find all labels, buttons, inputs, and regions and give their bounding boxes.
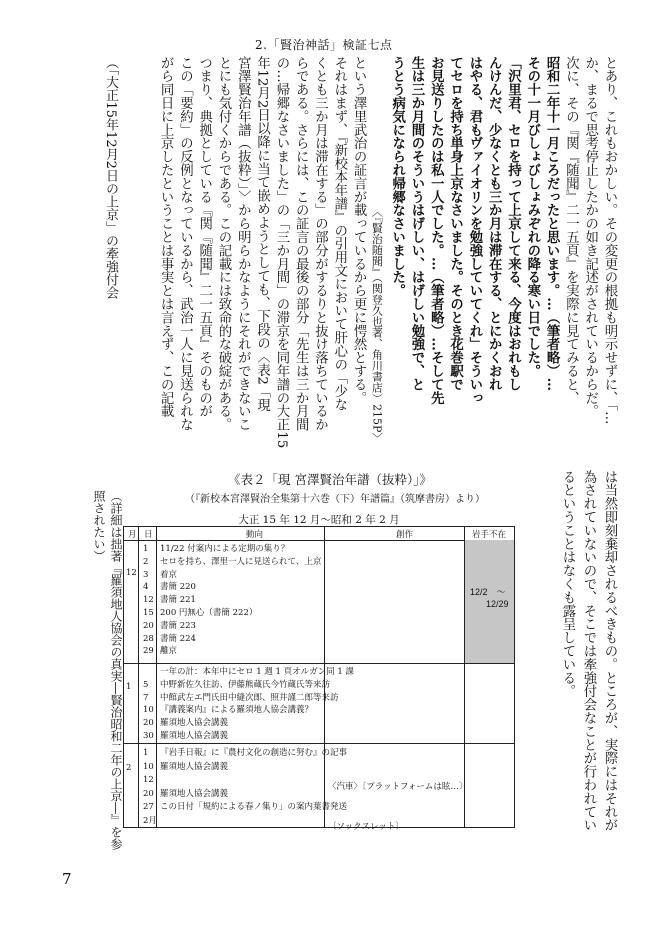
day-cell: 10 xyxy=(143,705,154,716)
header-day: 日 xyxy=(144,530,153,540)
activity-cell: 羅須地人協会講義 xyxy=(160,788,229,799)
header-creation: 創作 xyxy=(396,530,414,540)
page-header: 2.「賢治神話」検証七点 xyxy=(255,38,393,52)
day-cell: 7 xyxy=(143,692,149,703)
body-column: 次に、その『関『随聞』二一五頁』を実際に見てみると、 xyxy=(563,56,579,405)
day-cell: 12 xyxy=(143,595,154,606)
body-column: 生は三か月間のそういうはげしい、はげしい勉強で、と xyxy=(409,56,425,391)
activity-cell: 羅須地人協会講義 xyxy=(160,761,229,772)
body-column: うとう病気になられ帰郷なさいました。 xyxy=(389,56,406,298)
day-cell: 5 xyxy=(143,679,149,690)
header-month: 月 xyxy=(128,530,137,540)
lower-column: は当然即刻棄却されるべきもの。ところが、実際にはそれが xyxy=(602,470,617,832)
day-cell: 10 xyxy=(143,761,154,772)
day-cell: 15 xyxy=(143,608,154,618)
body-column: はやる、君もヴァイオリンを勉強していてくれ」そういっ xyxy=(466,56,483,405)
lower-column: 為されていないので、そこでは牽強付会なことが行われてい xyxy=(581,470,596,832)
table-range: 大正 15 年 12 月〜昭和 2 年 2 月 xyxy=(238,514,400,526)
activity-cell: 『岩手日報』に『農村文化の創造に努む』の記事 xyxy=(160,748,348,758)
day-cell: 1 xyxy=(143,748,149,758)
day-cell: 20 xyxy=(143,788,154,799)
day-cell: 29 xyxy=(143,646,154,657)
activity-cell: 200 円無心（書簡 222） xyxy=(160,608,258,618)
body-column: お見送りしたのは私一人でした。…（筆者略）…そして先 xyxy=(428,56,445,405)
activity-cell: 書簡 224 xyxy=(160,633,196,644)
activity-cell: 一年の計：本年中にセロ 1 週 1 頁オルガン同 1 課 xyxy=(160,667,354,677)
body-column: くとも三か月は滞在する」の部分がするりと抜け落ちているか xyxy=(312,56,328,432)
activity-cell: 羅須地人協会講義 xyxy=(160,718,229,729)
activity-cell: 書簡 220 xyxy=(160,582,196,593)
body-column: んけんだ、少なくとも三か月は滞在する、とにかくおれ xyxy=(486,56,503,391)
day-cell: 4 xyxy=(143,582,149,593)
creation-cell: 〈汽車〉〔プラットフォームは眩…〕 xyxy=(328,782,468,792)
day-cell: 2 xyxy=(143,556,149,567)
header-absence: 岩手不在 xyxy=(472,530,507,540)
day-cell: 28 xyxy=(143,633,154,644)
activity-cell: 離京 xyxy=(160,646,178,657)
body-column: 「沢里君、セロを持って上京して来る、今度はおれもし xyxy=(505,56,522,391)
table-subtitle: （『新校本宮澤賢治全集第十六巻（下）年譜篇』（筑摩書房）より） xyxy=(185,494,485,505)
table-header-row xyxy=(124,527,514,541)
absence-span-end: 12/29 xyxy=(486,599,509,609)
page-number: 7 xyxy=(62,870,72,888)
body-column: がら同日に上京したということは事実とは言えず、この記載 xyxy=(158,56,174,418)
body-column: 宮澤賢治年譜（抜粋）」〉から明らかなようにそれができないこ xyxy=(235,56,251,432)
lower-column: るということはなくも露呈している。 xyxy=(560,470,575,698)
body-column: それはまず、『新校本年譜』の引用文において肝心の「少な xyxy=(331,56,347,412)
body-column: らである。さらには、この証言の最後の部分「先生は三か月間 xyxy=(293,56,309,432)
body-column: つまり、典拠としている『関『随聞』二一五頁』そのものが xyxy=(196,56,212,418)
day-cell: 20 xyxy=(143,620,154,631)
chronology-table xyxy=(123,526,515,832)
body-column: とにも気付くからである。この記載には致命的な破綻がある。 xyxy=(216,56,231,432)
body-column: という澤里武治の証言が載っているから更に愕然とする。 xyxy=(351,56,367,405)
activity-cell: 中館武左エ門氏田中縫次郎、照井謹二郎等来訪 xyxy=(160,692,339,703)
body-column: 年12月2日以降に当て嵌めようとしても、下段の〈表2「現 xyxy=(254,56,270,412)
day-cell: 3 xyxy=(143,569,149,580)
body-column: その十一月びしょびしょみぞれの降る寒い日でした。 xyxy=(524,56,541,378)
activity-cell: 中野新佐久往訪、伊藤熊蔵氏今竹蔵氏等来訪 xyxy=(160,679,331,690)
month-cell: 2 xyxy=(126,763,132,773)
activity-cell: 着京 xyxy=(160,569,178,580)
table-title: 《表２「現 宮澤賢治年譜（抜粋）」》 xyxy=(228,472,432,487)
day-cell: 30 xyxy=(143,731,154,741)
month-cell: 12 xyxy=(126,568,137,578)
creation-cell: 〔ソックスレット〕 xyxy=(328,822,404,832)
body-column: てセロを持ち単身上京なさいました。そのとき花巻駅で xyxy=(447,56,464,391)
month-cell: 1 xyxy=(126,682,132,692)
activity-cell: 11/22 付案内による定期の集り？ xyxy=(160,544,290,554)
absence-span-start: 12/2 〜 xyxy=(470,587,506,597)
side-caption: （「大正15年12月2日の上京」の牽強付会 xyxy=(103,56,118,299)
day-cell: 20 xyxy=(143,718,154,729)
body-column: 〈『賢治随聞』（関登久也著、角川書店）215P〉 xyxy=(370,206,384,444)
day-cell: 1 xyxy=(143,544,149,554)
body-column: の…帰郷なさいました」の「三か月間」の滞京を同年譜の大正15 xyxy=(273,56,289,449)
activity-cell: 羅須地人協会講義 xyxy=(160,731,229,741)
activity-cell: 書簡 221 xyxy=(160,595,196,606)
body-column: 昭和二年十一月ころだったと思います。…（筆者略）… xyxy=(544,56,561,391)
activity-cell: セロを持ち、澤里一人に見送られて、上京 xyxy=(160,556,322,567)
reference-note: （詳細は拙著『羅須地人協会の真実―賢治昭和二年の上京―』を参照されたい） xyxy=(92,490,123,850)
day-cell: 27 xyxy=(143,802,154,812)
activity-cell: 書簡 223 xyxy=(160,620,196,631)
activity-cell: この日付「規約による春ノ集り」の案内葉書発送 xyxy=(160,802,348,812)
day-cell: 2月 xyxy=(143,815,157,826)
body-column: とあり、これもおかしい。その変更の根拠も明示せずに、「… xyxy=(602,56,617,425)
header-activity: 動向 xyxy=(246,530,264,540)
body-column: この「要約」の反例となっているから、武治一人に見送られな xyxy=(177,56,193,432)
activity-cell: 『講義案内』による羅須地人協会講義？ xyxy=(160,705,314,716)
day-cell: 12 xyxy=(143,775,154,785)
body-column: か、まるで思考停止したかの如き記述がされているからだ。 xyxy=(582,56,598,418)
